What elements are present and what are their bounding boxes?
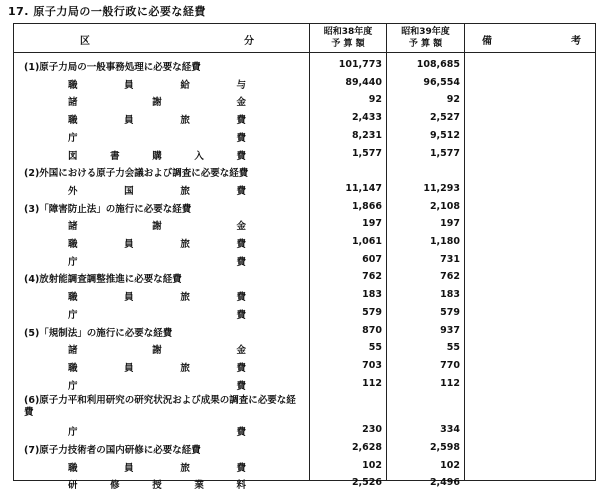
row-label: 職 員 旅 費 [68, 362, 246, 374]
row-label: (1)原子力局の一般事務処理に必要な経費 [24, 62, 201, 73]
row-label: (2)外国における原子力会議および調査に必要な経費 [24, 168, 249, 180]
row-label: 諸 謝 金 [68, 97, 246, 109]
value-fy38: 11,147 [345, 182, 382, 194]
row-label: 研 修 授 業 料 [68, 480, 246, 492]
table-row [14, 393, 595, 422]
table-subrow [14, 358, 595, 376]
table-subrow [14, 146, 595, 164]
value-fy39: 2,598 [429, 442, 460, 453]
value-fy39: 731 [440, 253, 460, 265]
table-row [14, 163, 595, 181]
value-fy39: 1,180 [429, 236, 460, 247]
value-fy38: 1,866 [351, 200, 382, 212]
row-label: (4)放射能調査調整推進に必要な経費 [24, 274, 182, 286]
value-fy38: 101,773 [338, 59, 382, 70]
value-fy39: 2,527 [429, 112, 460, 124]
value-fy38: 1,577 [351, 147, 382, 159]
value-fy38: 183 [362, 289, 382, 301]
value-fy39: 92 [446, 94, 460, 106]
header-fy38-line1: 昭和38年度 [323, 27, 373, 37]
value-fy38: 197 [362, 218, 382, 230]
row-label: 職 員 旅 費 [68, 115, 246, 127]
header-fy38-line2: 予 算 額 [331, 39, 365, 49]
table-row [14, 57, 595, 75]
row-label: 諸 謝 金 [68, 221, 246, 233]
value-fy39: 762 [440, 271, 460, 283]
table-subrow [14, 287, 595, 305]
table-subrow [14, 475, 595, 493]
header-fy39-line1: 昭和39年度 [401, 27, 450, 37]
table-subrow [14, 92, 595, 110]
row-label: 職 員 給 与 [68, 79, 246, 91]
value-fy39: 102 [440, 459, 460, 471]
header-category-right: 分 [244, 36, 254, 47]
value-fy38: 92 [368, 94, 382, 106]
header-note-right: 考 [571, 36, 581, 47]
row-label: 諸 謝 金 [68, 345, 246, 357]
value-fy38: 55 [368, 342, 382, 354]
table-subrow [14, 305, 595, 323]
row-label: (3)「障害防止法」の施行に必要な経費 [24, 203, 192, 215]
value-fy38: 703 [362, 359, 382, 371]
value-fy39: 197 [440, 218, 460, 230]
table-subrow [14, 234, 595, 252]
table-subrow [14, 181, 595, 199]
value-fy38: 102 [362, 459, 382, 471]
value-fy39: 183 [440, 289, 460, 301]
row-label: 庁 費 [68, 427, 246, 439]
row-label: 職 員 旅 費 [68, 292, 246, 304]
budget-table [13, 23, 596, 492]
row-label: 庁 費 [68, 256, 246, 268]
value-fy38: 2,526 [351, 477, 382, 489]
value-fy38: 2,433 [351, 112, 382, 124]
value-fy38: 112 [362, 377, 382, 389]
value-fy38: 89,440 [345, 76, 382, 88]
value-fy38: 1,061 [351, 236, 382, 247]
row-label: 庁 費 [68, 309, 246, 321]
header-fy39-line2: 予 算 額 [408, 39, 443, 49]
value-fy39: 579 [440, 306, 460, 318]
value-fy38: 762 [362, 271, 382, 283]
page-title: 17. 原子力局の一般行政に必要な経費 [8, 5, 206, 18]
row-label: (6)原子力平和利用研究の研究状況および成果の調査に必要な経費 [24, 395, 296, 419]
row-label: 図 書 購 入 費 [68, 150, 246, 162]
header-category-left: 区 [80, 36, 90, 47]
value-fy38: 8,231 [351, 129, 382, 141]
value-fy39: 770 [440, 359, 460, 371]
table-row [14, 440, 595, 458]
table-subrow [14, 458, 595, 476]
value-fy38: 2,628 [351, 442, 382, 453]
value-fy39: 11,293 [423, 182, 460, 194]
value-fy39: 112 [440, 377, 460, 389]
table-subrow [14, 75, 595, 93]
table-subrow [14, 376, 595, 394]
row-label: 庁 費 [68, 132, 246, 144]
table-subrow [14, 252, 595, 270]
table-row [14, 199, 595, 217]
value-fy39: 96,554 [423, 76, 460, 88]
value-fy39: 2,108 [429, 200, 460, 212]
value-fy39: 937 [440, 324, 460, 336]
table-subrow [14, 422, 595, 440]
value-fy39: 1,577 [429, 147, 460, 159]
row-label: 職 員 旅 費 [68, 239, 246, 250]
row-label: (5)「規制法」の施行に必要な経費 [24, 327, 173, 339]
value-fy39: 2,496 [429, 477, 460, 489]
value-fy39: 9,512 [429, 129, 460, 141]
row-label: 外 国 旅 費 [68, 185, 246, 197]
row-label: (7)原子力技術者の国内研修に必要な経費 [24, 445, 201, 456]
row-label: 職 員 旅 費 [68, 462, 246, 474]
header-fy39 [387, 26, 464, 50]
value-fy39: 55 [446, 342, 460, 354]
value-fy38: 579 [362, 306, 382, 318]
table-subrow [14, 110, 595, 128]
table-row [14, 269, 595, 287]
header-note-left: 備 [482, 36, 492, 47]
value-fy38: 230 [362, 424, 382, 436]
header-fy38 [310, 26, 386, 50]
header-divider [14, 52, 595, 53]
value-fy38: 870 [362, 324, 382, 336]
value-fy39: 334 [440, 424, 460, 436]
table-subrow [14, 216, 595, 234]
table-subrow [14, 128, 595, 146]
value-fy38: 607 [362, 253, 382, 265]
value-fy39: 108,685 [416, 59, 460, 70]
row-label: 庁 費 [68, 380, 246, 392]
table-subrow [14, 340, 595, 358]
table-row [14, 323, 595, 341]
